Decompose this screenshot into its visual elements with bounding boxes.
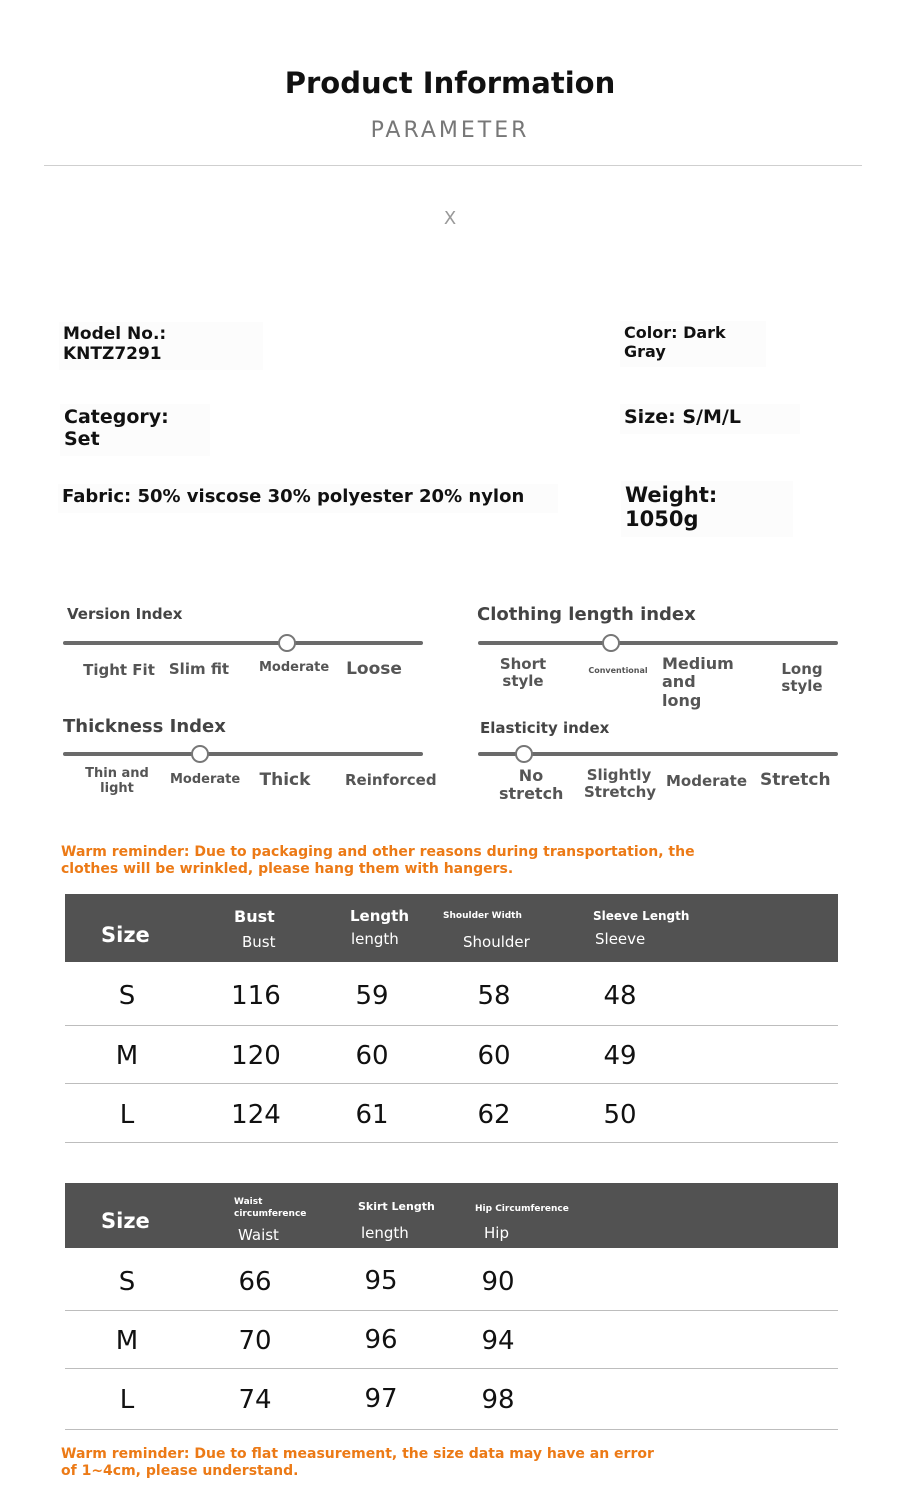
thickness-index-label: Thickness Index: [63, 716, 226, 737]
table-top-cell-r2-size: M: [115, 1041, 139, 1071]
table-top-cell-r1-shoulder: 58: [477, 981, 511, 1011]
length-index-track: [478, 641, 838, 645]
warm-reminder-top: Warm reminder: Due to packaging and other reasons during transportation, the clothes will be wrinkled, please hang them with hangers.: [61, 844, 695, 877]
version-index-slider-knob[interactable]: [278, 634, 296, 652]
thickness-option-thick: Thick: [259, 770, 311, 790]
table-top-header-shoulder: Shoulder Width: [443, 911, 522, 921]
length-option-medium-and-long: Medium and long: [662, 654, 734, 710]
thickness-index-track: [63, 752, 423, 756]
version-option-moderate: Moderate: [259, 660, 330, 675]
table-bottom-cell-r2-hip: 94: [481, 1326, 515, 1356]
table-top-header-sleeve-sub: Sleeve: [595, 930, 646, 948]
elasticity-index-label: Elasticity index: [480, 719, 610, 737]
table-top-row-divider: [65, 1025, 838, 1026]
version-option-tight-fit: Tight Fit: [83, 661, 155, 679]
length-option-conventional: Conventional: [588, 666, 648, 675]
table-bottom-cell-r1-waist: 66: [238, 1267, 272, 1297]
thickness-index-slider-knob[interactable]: [191, 745, 209, 763]
table-top-header-bust: Bust: [234, 907, 275, 926]
elasticity-option-no-stretch: No stretch: [499, 766, 564, 804]
version-index-label: Version Index: [67, 605, 183, 623]
table-bottom-row-divider: [65, 1429, 838, 1430]
table-bottom-cell-r3-size: L: [119, 1385, 135, 1415]
table-top-cell-r2-bust: 120: [231, 1041, 281, 1071]
table-top-header-bust-sub: Bust: [242, 933, 276, 951]
x-mark: X: [443, 208, 457, 229]
table-top-header-length: Length: [350, 907, 409, 925]
weight-info: Weight: 1050g: [621, 481, 793, 537]
color-info: Color: Dark Gray: [620, 321, 766, 367]
warm-reminder-bottom: Warm reminder: Due to flat measurement, the size data may have an error of 1~4cm, please understand.: [61, 1446, 654, 1479]
header-divider: [44, 165, 862, 166]
table-top-cell-r1-size: S: [118, 981, 136, 1011]
category-info: Category: Set: [60, 404, 210, 456]
table-top-header-sleeve: Sleeve Length: [593, 909, 690, 923]
table-top-cell-r1-length: 59: [355, 981, 389, 1011]
length-option-long-style: Long style: [781, 660, 823, 696]
table-bottom-header-waist: Waist circumference: [234, 1197, 307, 1219]
size-table-top-header: [65, 894, 838, 962]
thickness-option-reinforced: Reinforced: [345, 771, 437, 789]
table-bottom-row-divider: [65, 1310, 838, 1311]
elasticity-index-slider-knob[interactable]: [515, 745, 533, 763]
size-table-bottom-header: [65, 1183, 838, 1248]
table-top-cell-r1-sleeve: 48: [603, 981, 637, 1011]
table-bottom-cell-r1-skirt-length: 95: [364, 1266, 398, 1296]
table-top-row-divider: [65, 1083, 838, 1084]
length-index-slider-knob[interactable]: [602, 634, 620, 652]
table-top-cell-r1-bust: 116: [231, 981, 281, 1011]
size-info: Size: S/M/L: [620, 404, 800, 434]
model-number: Model No.: KNTZ7291: [59, 322, 263, 370]
table-top-header-size: Size: [101, 923, 150, 947]
table-bottom-cell-r2-waist: 70: [238, 1326, 272, 1356]
table-top-cell-r2-sleeve: 49: [603, 1041, 637, 1071]
table-top-cell-r3-length: 61: [355, 1100, 389, 1130]
elasticity-option-slightly-stretchy: Slightly Stretchy: [584, 766, 657, 802]
table-top-row-divider: [65, 1142, 838, 1143]
length-index-label: Clothing length index: [477, 604, 696, 625]
table-bottom-header-skirt-length: Skirt Length: [358, 1200, 435, 1213]
table-bottom-cell-r3-skirt-length: 97: [364, 1384, 398, 1414]
fabric-info: Fabric: 50% viscose 30% polyester 20% nylon: [58, 484, 558, 513]
table-top-header-length-sub: length: [351, 930, 399, 948]
table-bottom-cell-r1-hip: 90: [481, 1267, 515, 1297]
table-bottom-header-hip: Hip Circumference: [475, 1204, 569, 1214]
table-top-cell-r2-shoulder: 60: [477, 1041, 511, 1071]
table-bottom-cell-r3-waist: 74: [238, 1385, 272, 1415]
table-bottom-row-divider: [65, 1368, 838, 1369]
table-bottom-header-skirt-length-sub: length: [361, 1224, 409, 1242]
table-top-cell-r2-length: 60: [355, 1041, 389, 1071]
table-bottom-header-size: Size: [101, 1209, 150, 1233]
version-option-slim-fit: Slim fit: [168, 660, 230, 678]
table-top-cell-r3-bust: 124: [231, 1100, 281, 1130]
table-top-cell-r3-shoulder: 62: [477, 1100, 511, 1130]
thickness-option-moderate: Moderate: [170, 772, 241, 787]
version-index-track: [63, 641, 423, 645]
table-top-header-shoulder-sub: Shoulder: [463, 933, 530, 951]
page-subtitle: PARAMETER: [370, 118, 530, 143]
elasticity-option-stretch: Stretch: [760, 770, 831, 790]
length-option-short-style: Short style: [499, 655, 547, 691]
elasticity-option-moderate: Moderate: [666, 772, 748, 790]
table-bottom-cell-r2-size: M: [115, 1326, 139, 1356]
table-bottom-header-hip-sub: Hip: [484, 1224, 509, 1242]
table-bottom-cell-r1-size: S: [118, 1267, 136, 1297]
page-title: Product Information: [284, 66, 616, 100]
table-bottom-cell-r3-hip: 98: [481, 1385, 515, 1415]
table-bottom-header-waist-sub: Waist: [238, 1226, 279, 1244]
version-option-loose: Loose: [346, 659, 402, 679]
thickness-option-thin-and-light: Thin and light: [85, 766, 149, 796]
table-top-cell-r3-size: L: [119, 1100, 135, 1130]
table-bottom-cell-r2-skirt-length: 96: [364, 1325, 398, 1355]
table-top-cell-r3-sleeve: 50: [603, 1100, 637, 1130]
